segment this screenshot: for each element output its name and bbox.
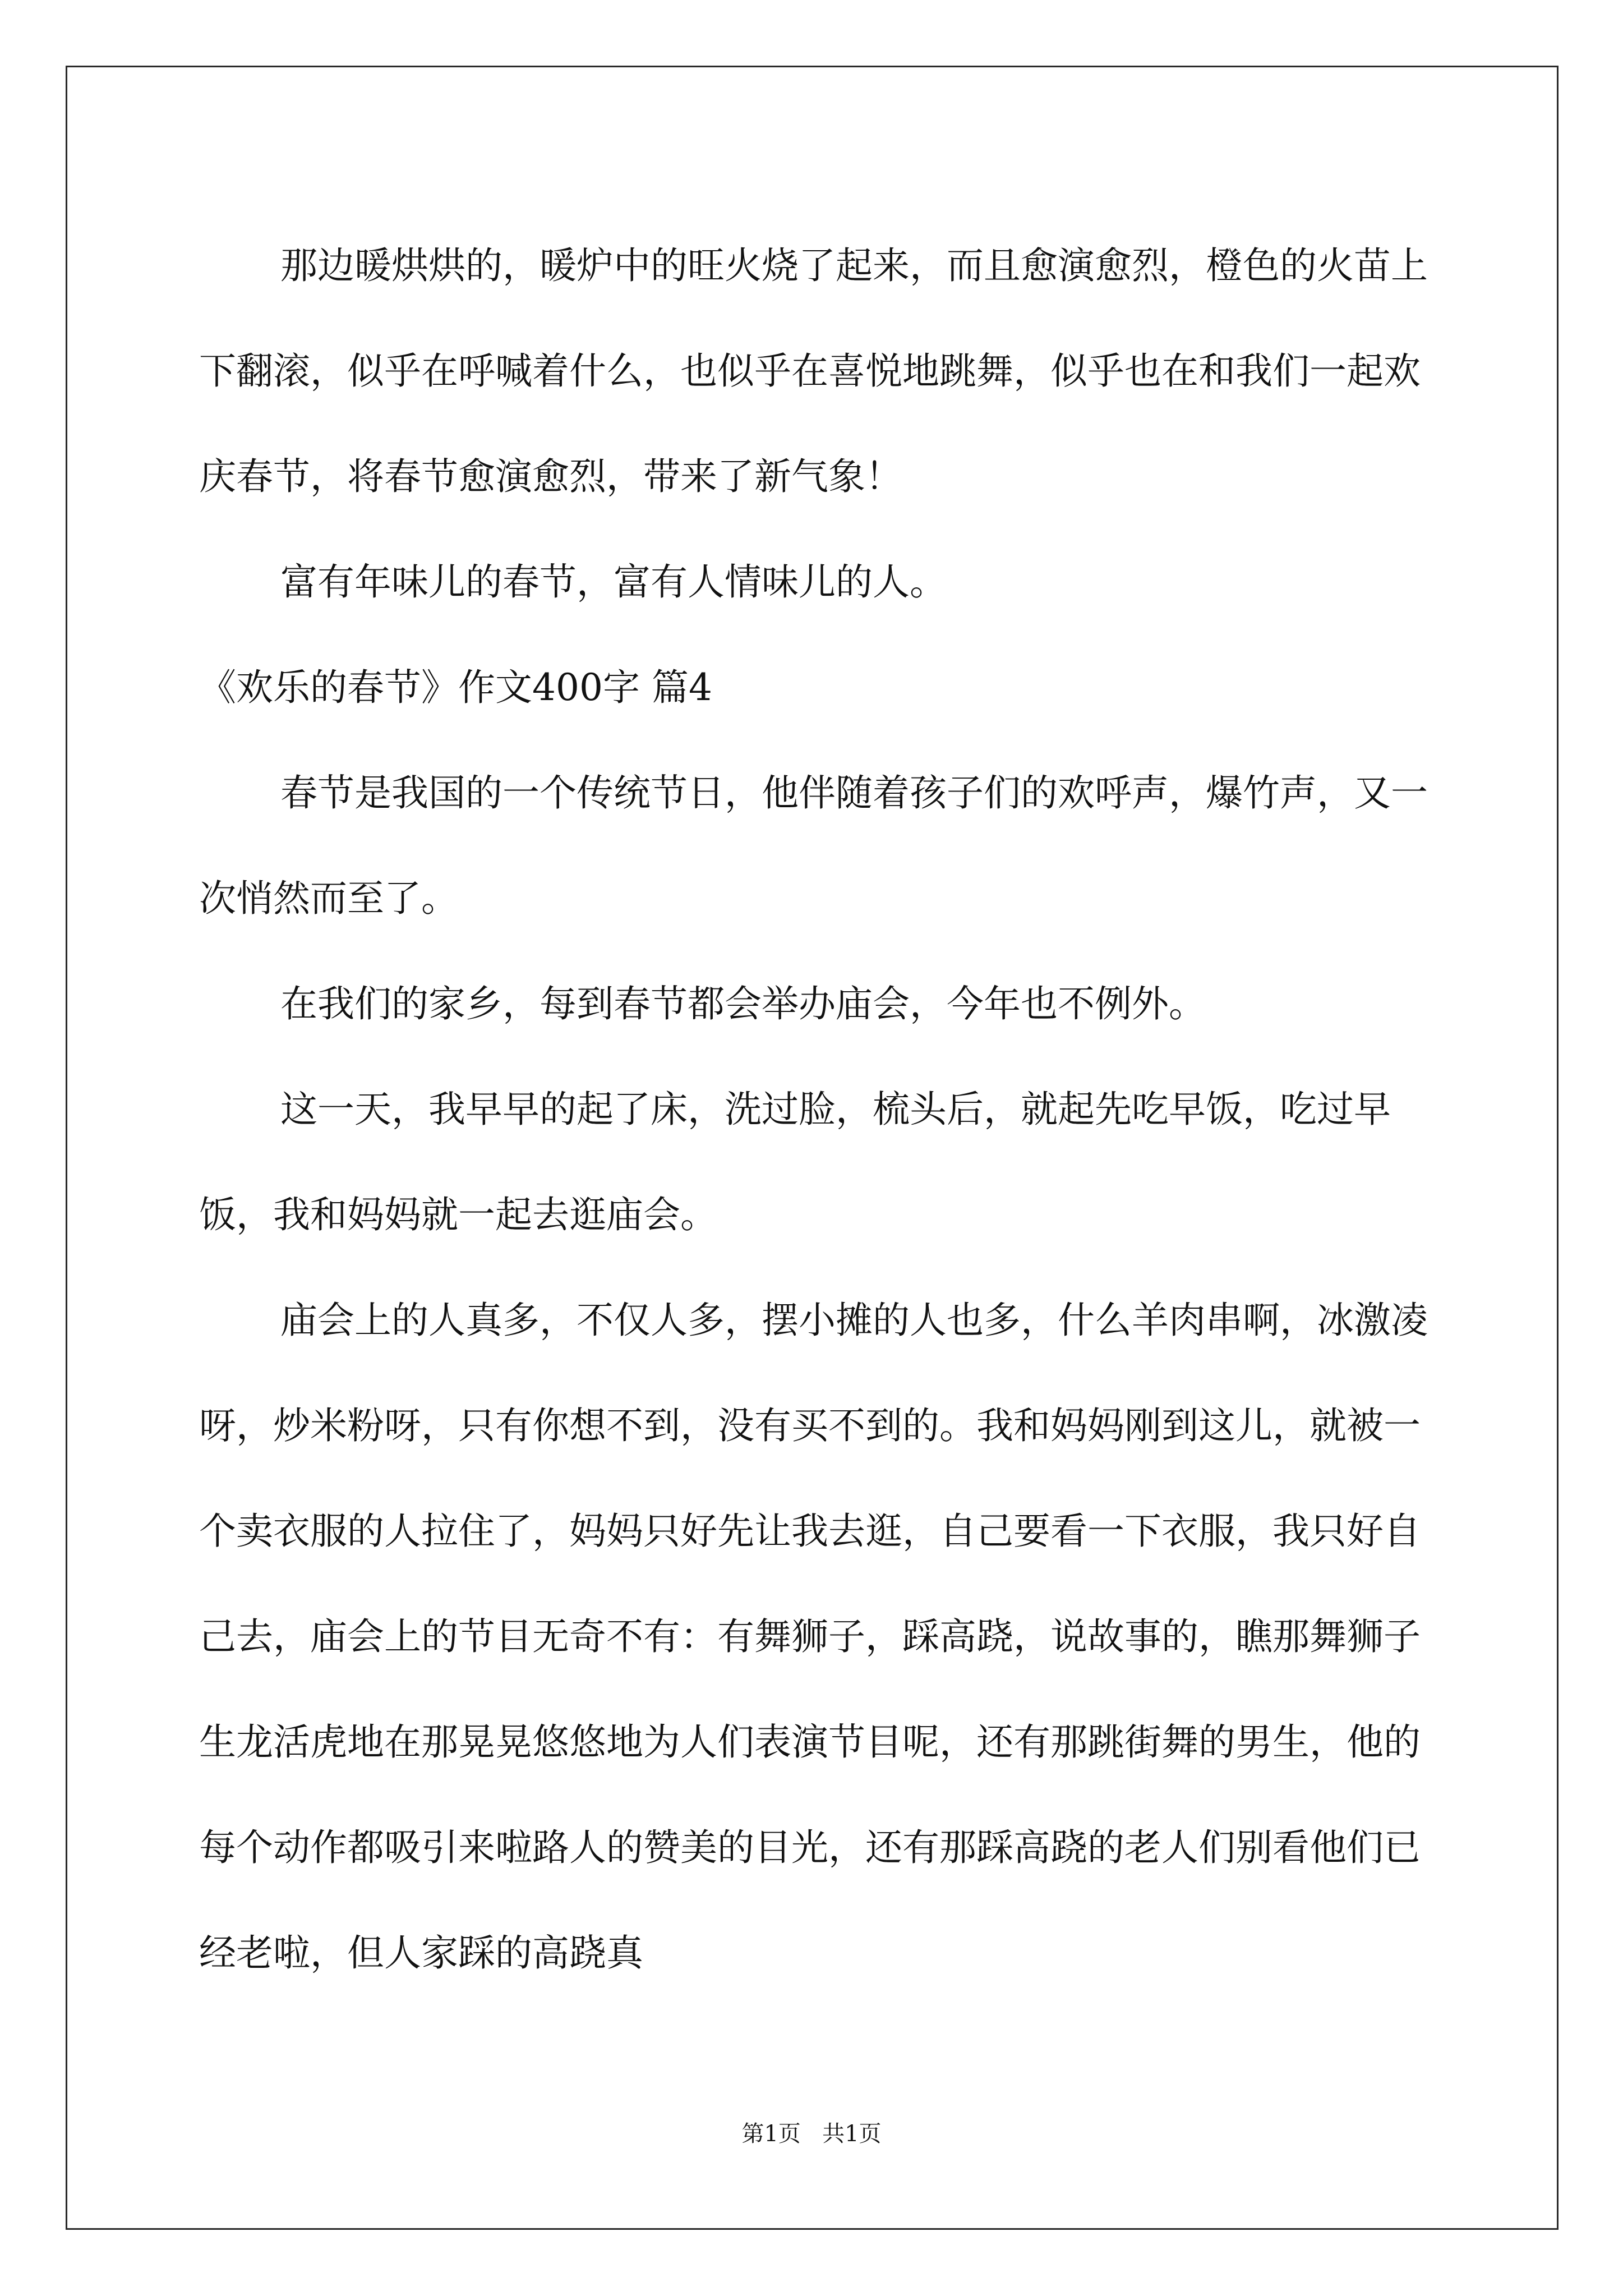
paragraph: 那边暖烘烘的，暖炉中的旺火烧了起来，而且愈演愈烈，橙色的火苗上下翻滚，似乎在呼喊着什么，也似乎在喜悦地跳舞，似乎也在和我们一起欢庆春节，将春节愈演愈烈，带来了新气象！ <box>199 244 1428 498</box>
paragraph: 庙会上的人真多，不仅人多，摆小摊的人也多，什么羊肉串啊，冰激凌呀，炒米粉呀，只有你想不到，没有买不到的。我和妈妈刚到这儿，就被一个卖衣服的人拉住了，妈妈只好先让我去逛，自己要看一下衣服，我只好自己去，庙会上的节目无奇不有：有舞狮子，踩高跷，说故事的，瞧那舞狮子生龙活虎地在那晃晃悠悠地为人们表演节目呢，还有那跳街舞的男生，他的每个动作都吸引来啦路人的赞美的目光，还有那踩高跷的老人们别看他们已经老啦，但人家踩的高跷真 <box>199 1299 1428 1975</box>
paragraph: 富有年味儿的春节，富有人情味儿的人。 <box>280 560 947 604</box>
page-footer <box>0 2116 1623 2148</box>
page-number: 第1页 <box>741 2121 801 2147</box>
page-total: 共1页 <box>822 2121 882 2147</box>
paragraph: 在我们的家乡，每到春节都会举办庙会，今年也不例外。 <box>280 982 1206 1025</box>
section-heading: 《欢乐的春节》作文400字 篇4 <box>199 666 712 709</box>
paragraph: 这一天，我早早的起了床，洗过脸，梳头后，就起先吃早饭，吃过早饭，我和妈妈就一起去逛庙会。 <box>199 1088 1391 1236</box>
document-body <box>199 213 1450 2006</box>
paragraph: 春节是我国的一个传统节日，他伴随着孩子们的欢呼声，爆竹声，又一次悄然而至了。 <box>199 771 1428 920</box>
